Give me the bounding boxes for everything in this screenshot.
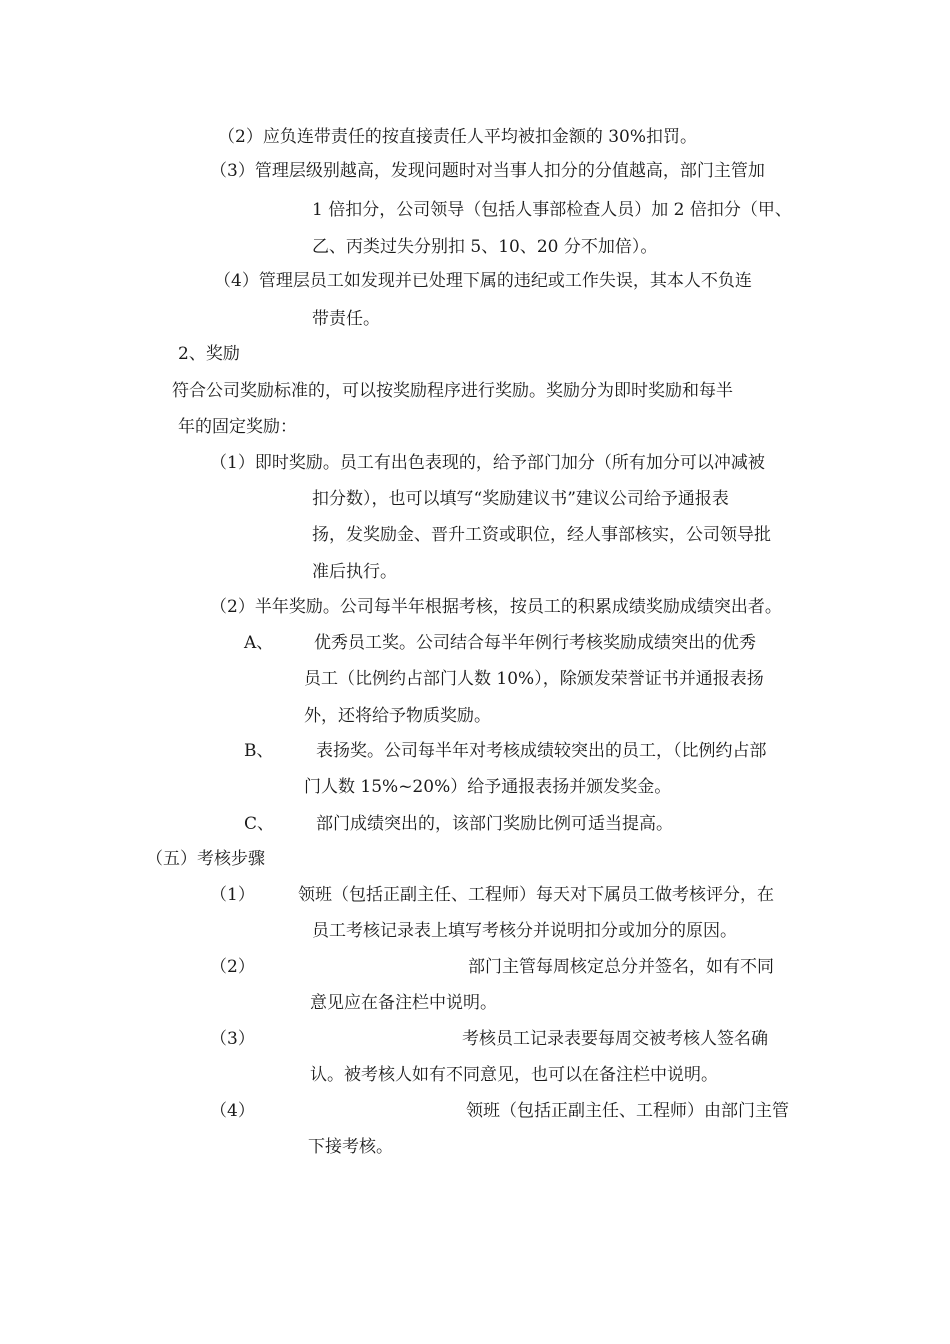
penalty-item-2: （2）应负连带责任的按直接责任人平均被扣金额的 30%扣罚。 [218, 127, 698, 147]
steps-heading: （五）考核步骤 [146, 849, 265, 869]
half-year-reward-line1: （2）半年奖励。公司每半年根据考核，按员工的积累成绩奖励成绩突出者。 [210, 597, 782, 617]
step-3-line1: 考核员工记录表要每周交被考核人签名确 [462, 1029, 768, 1049]
reward-intro-line2: 年的固定奖励： [178, 417, 297, 437]
reward-c-label: C、 [244, 814, 275, 834]
instant-reward-line4: 准后执行。 [312, 562, 397, 582]
reward-a-line3: 外，还将给予物质奖励。 [304, 706, 491, 726]
step-2-line1: 部门主管每周核定总分并签名，如有不同 [468, 957, 774, 977]
step-3-label: （3） [210, 1029, 255, 1049]
instant-reward-line2: 扣分数），也可以填写“奖励建议书”建议公司给予通报表 [312, 489, 729, 509]
step-1-line2: 员工考核记录表上填写考核分并说明扣分或加分的原因。 [312, 921, 737, 941]
step-3-line2: 认。被考核人如有不同意见，也可以在备注栏中说明。 [310, 1065, 718, 1085]
penalty-item-4-line2: 带责任。 [312, 309, 380, 329]
reward-c-line1: 部门成绩突出的，该部门奖励比例可适当提高。 [316, 814, 673, 834]
step-2-line2: 意见应在备注栏中说明。 [310, 993, 497, 1013]
step-4-label: （4） [210, 1101, 255, 1121]
reward-intro-line1: 符合公司奖励标准的，可以按奖励程序进行奖励。奖励分为即时奖励和每半 [172, 381, 733, 401]
step-4-line1: 领班（包括正副主任、工程师）由部门主管 [466, 1101, 789, 1121]
penalty-item-3-line1: （3）管理层级别越高，发现问题时对当事人扣分的分值越高，部门主管加 [210, 161, 765, 181]
penalty-item-3-line3: 乙、丙类过失分别扣 5、10、20 分不加倍）。 [312, 237, 658, 257]
instant-reward-line1: （1）即时奖励。员工有出色表现的，给予部门加分（所有加分可以冲减被 [210, 453, 765, 473]
penalty-item-4-line1: （4）管理层员工如发现并已处理下属的违纪或工作失误，其本人不负连 [214, 271, 752, 291]
reward-a-line2: 员工（比例约占部门人数 10%），除颁发荣誉证书并通报表扬 [304, 669, 764, 689]
reward-b-line1: 表扬奖。公司每半年对考核成绩较突出的员工，（比例约占部 [316, 741, 767, 761]
reward-a-label: A、 [244, 633, 274, 653]
penalty-item-3-line2: 1 倍扣分，公司领导（包括人事部检查人员）加 2 倍扣分（甲、 [312, 200, 792, 220]
reward-a-line1: 优秀员工奖。公司结合每半年例行考核奖励成绩突出的优秀 [314, 633, 756, 653]
step-4-line2: 下接考核。 [308, 1137, 393, 1157]
reward-b-label: B、 [244, 741, 274, 761]
step-1-line1: 领班（包括正副主任、工程师）每天对下属员工做考核评分，在 [298, 885, 774, 905]
step-2-label: （2） [210, 957, 255, 977]
reward-heading: 2、奖励 [178, 344, 240, 364]
reward-b-line2: 门人数 15%~20%）给予通报表扬并颁发奖金。 [304, 777, 672, 797]
instant-reward-line3: 扬，发奖励金、晋升工资或职位，经人事部核实，公司领导批 [312, 525, 771, 545]
step-1-label: （1） [210, 885, 255, 905]
